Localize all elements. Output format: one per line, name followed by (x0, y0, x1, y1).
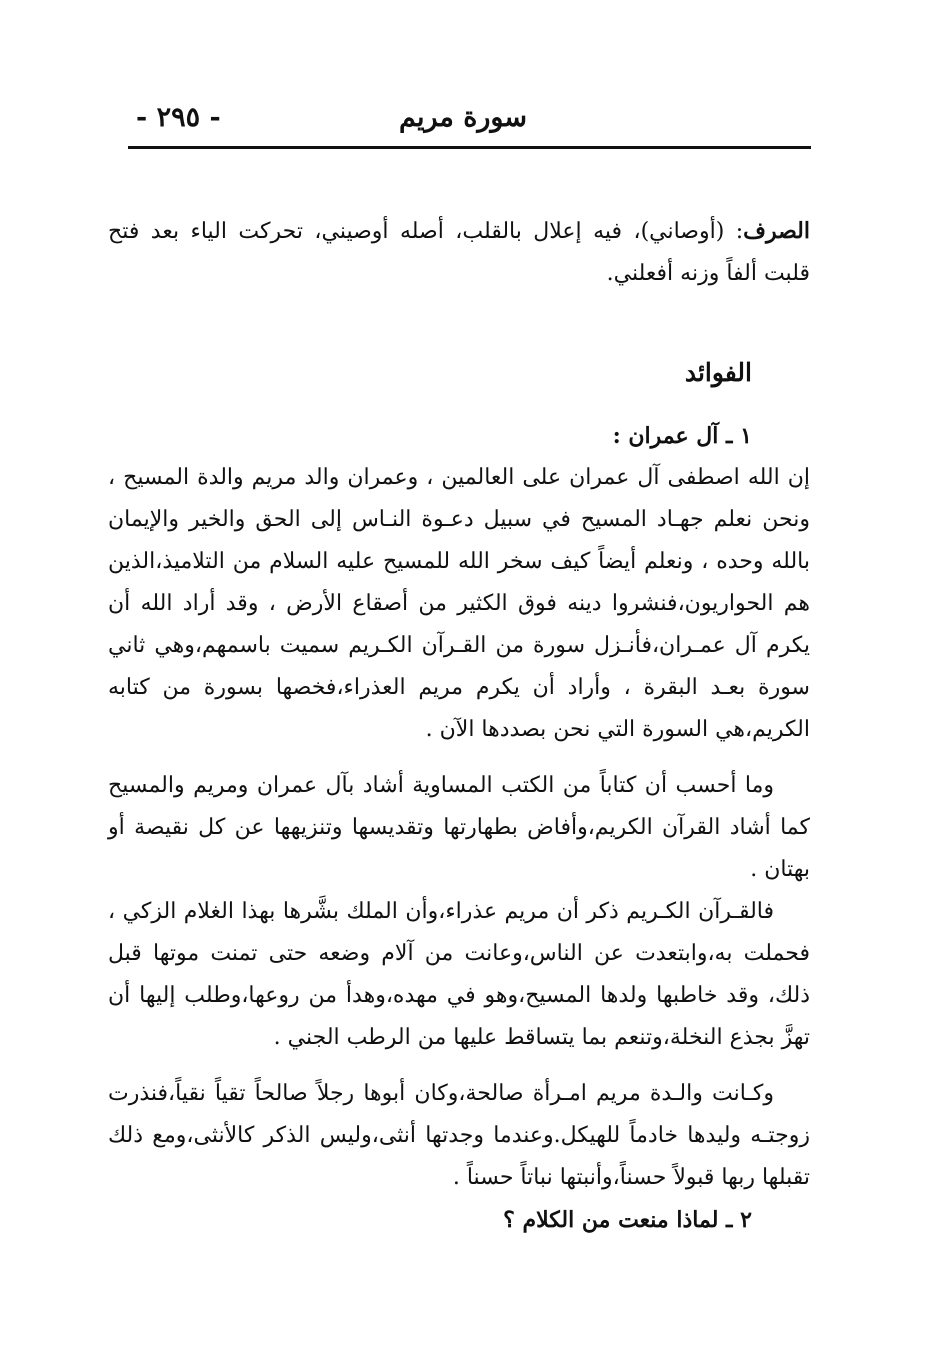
item-1-paragraph-4: وكـانت والـدة مريم امـرأة صالحة،وكان أبوها رجلاً صالحاً تقياً نقياً،فنذرت زوجتـه وليدها خادماً للهيكل.وعندما وجدتها أنثى،وليس الذكر كالأنثى،ومع ذلك تقبلها ربها قبولاً حسناً،وأنبتها نباتاً حسناً . (108, 1081, 810, 1190)
item-2-heading: ٢ ـ لماذا منعت من الكلام ؟ (503, 1207, 752, 1233)
morphology-paragraph (108, 210, 810, 295)
page-number: - ٢٩٥ - (136, 102, 221, 133)
item-1-paragraph-3: فالقـرآن الكـريم ذكر أن مريم عذراء،وأن الملك بشَّرها بهذا الغلام الزكي ، فحملت به،وابتعدت عن الناس،وعانت من آلام وضعه حتى تمنت موتها قبل ذلك، وقد خاطبها ولدها المسيح،وهو في مهده،وهدأ من روعها،وطلب إليها أن تهزَّ بجذع النخلة،وتنعم بما يتساقط عليها من الرطب الجني . (108, 899, 811, 1050)
benefits-title: الفوائد (684, 358, 752, 387)
item-1-heading: ١ ـ آل عمران : (612, 423, 752, 449)
chapter-title: سورة مريم (399, 102, 527, 133)
item-1-paragraph-2: وما أحسب أن كتاباً من الكتب المساوية أشاد بآل عمران ومريم والمسيح كما أشاد القرآن الكريم،وأفاض بطهارتها وتقديسها وتنزيهها عن كل نقيصة أو بهتان . (108, 773, 810, 882)
header-rule (128, 146, 811, 149)
morphology-label: الصرف (743, 218, 810, 244)
page-header (128, 100, 811, 144)
item-1-paragraph-1: إن الله اصطفى آل عمران على العالمين ، وعمران والد مريم والدة المسيح ، ونحن نعلم جهـاد المسيح في سبيل دعـوة النـاس إلى الحق والخير والإيمان بالله وحده ، ونعلم أيضاً كيف سخر الله للمسيح عليه السلام من التلاميذ،الذين هم الحواريون،فنشروا دينه فوق الكثير من أصقاع الأرض ، وقد أراد الله أن يكرم آل عمـران،فأنـزل سورة من القـرآن الكـريم سميت باسمهم،وهي ثاني سورة بعـد البقرة ، وأراد أن يكرم مريم العذراء،فخصها بسورة من كتابه الكريم،هي السورة التي نحن بصددها الآن . (108, 465, 810, 742)
benefits-section (108, 415, 810, 1241)
morphology-section (108, 210, 810, 295)
morphology-text: : (أوصاني)، فيه إعلال بالقلب، أصله أوصيني، تحركت الياء بعد فتح قلبت ألفاً وزنه أفعلني. (108, 219, 810, 286)
